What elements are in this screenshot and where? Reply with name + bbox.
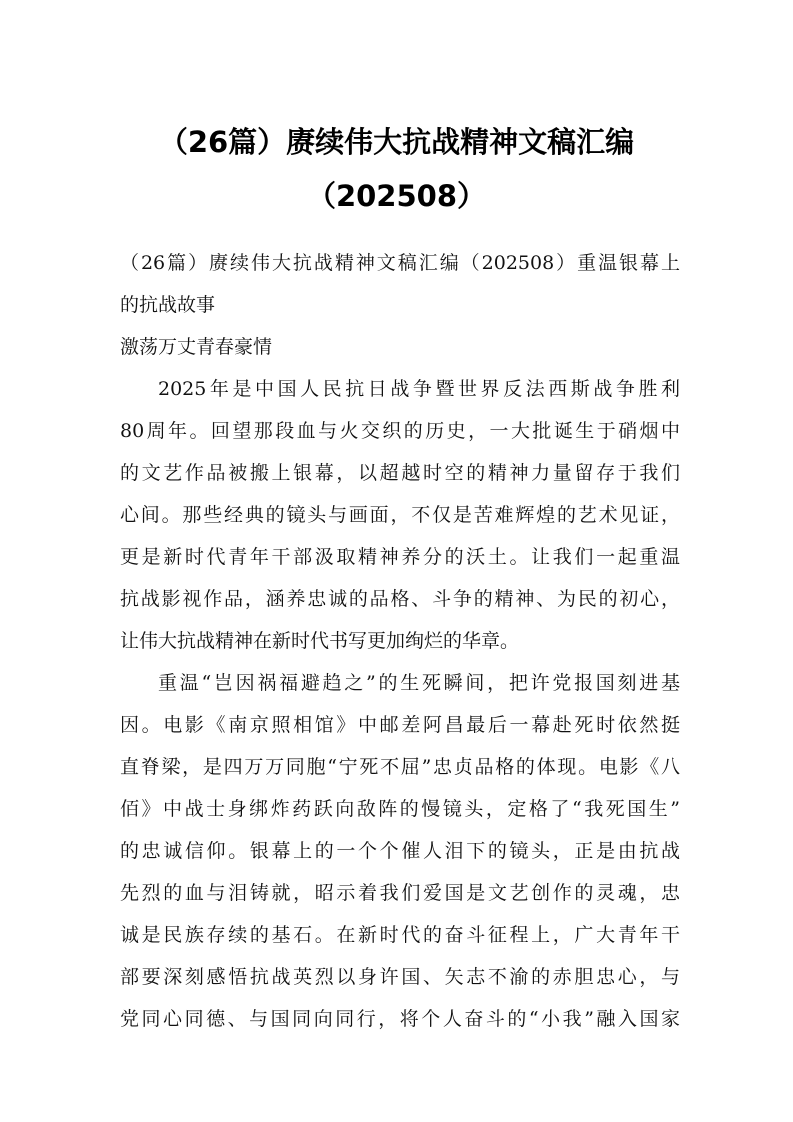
text-line: 2025年是中国人民抗日战争暨世界反法西斯战争胜利 bbox=[158, 378, 680, 400]
text-line: 更是新时代青年干部汲取精神养分的沃土。让我们一起重温 bbox=[120, 546, 680, 568]
text-line: 让伟大抗战精神在新时代书写更加绚烂的华章。 bbox=[120, 630, 520, 652]
document-title: （26篇）赓续伟大抗战精神文稿汇编 bbox=[158, 125, 635, 159]
text-line: 部要深刻感悟抗战英烈以身许国、矢志不渝的赤胆忠心，与 bbox=[120, 966, 680, 988]
text-line: 直脊梁，是四万万同胞“宁死不屈”忠贞品格的体现。电影《八 bbox=[120, 756, 680, 778]
text-line: 佰》中战士身绑炸药跃向敌阵的慢镜头，定格了“我死国生” bbox=[120, 798, 680, 820]
text-line: 80周年。回望那段血与火交织的历史，一大批诞生于硝烟中 bbox=[120, 420, 680, 442]
text-line: 心间。那些经典的镜头与画面，不仅是苦难辉煌的艺术见证， bbox=[120, 504, 680, 526]
text-line: 的忠诚信仰。银幕上的一个个催人泪下的镜头，正是由抗战 bbox=[120, 840, 680, 862]
text-line: （26篇）赓续伟大抗战精神文稿汇编（202508）重温银幕上 bbox=[120, 252, 680, 274]
text-line: 激荡万丈青春豪情 bbox=[120, 336, 273, 358]
text-line: 的文艺作品被搬上银幕，以超越时空的精神力量留存于我们 bbox=[120, 462, 680, 484]
text-line: 重温“岂因祸福避趋之”的生死瞬间，把许党报国刻进基 bbox=[158, 672, 680, 694]
text-line: 的抗战故事 bbox=[120, 294, 216, 316]
text-line: 诚是民族存续的基石。在新时代的奋斗征程上，广大青年干 bbox=[120, 924, 680, 946]
text-line: 先烈的血与泪铸就，昭示着我们爱国是文艺创作的灵魂，忠 bbox=[120, 882, 680, 904]
text-line: 抗战影视作品，涵养忠诚的品格、斗争的精神、为民的初心， bbox=[120, 588, 680, 610]
text-line: 因。电影《南京照相馆》中邮差阿昌最后一幕赴死时依然挺 bbox=[120, 714, 680, 736]
text-line: 党同心同德、与国同向同行，将个人奋斗的“小我”融入国家 bbox=[120, 1008, 680, 1030]
document-title-date: （202508） bbox=[306, 179, 487, 213]
